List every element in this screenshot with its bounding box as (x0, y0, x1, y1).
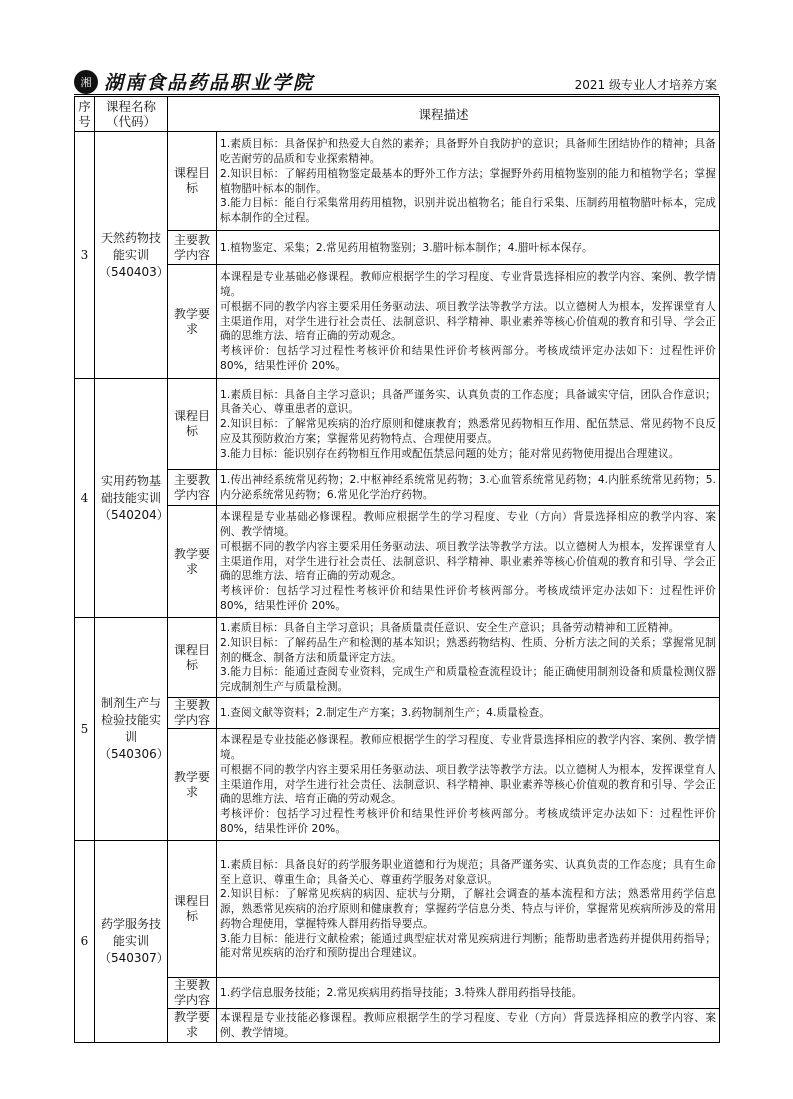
table-header-row (75, 97, 720, 132)
requirement-item: 本课程是专业基础必修课程。教师应根据学生的学习程度、专业背景选择相应的教学内容、案例、教学情境。 (220, 271, 717, 298)
goal-item: 1.素质目标：具备保护和热爱大自然的素养；具备野外自我防护的意识；具备师生团结协作的精神；具备吃苦耐劳的品质和专业探索精神。 (220, 138, 717, 165)
goal-item: 2.知识目标：了解药品生产和检测的基本知识；熟悉药物结构、性质、分析方法之间的关系；掌握常见制剂的概念、制备方法和质量评定方法。 (220, 636, 717, 664)
course-requirements (217, 265, 720, 379)
requirement-item: 可根据不同的教学内容主要采用任务驱动法、项目教学法等教学方法。以立德树人为根本，发挥课堂育人主渠道作用，对学生进行社会责任、法制意识、科学精神、职业素养等核心价值观的教育和引导、学会正确的思维方法、培育正确的劳动观念。 (220, 540, 717, 583)
requirement-item: 本课程是专业技能必修课程。教师应根据学生的学习程度、专业（方向）背景选择相应的教学内容、案例、教学情境。 (220, 1012, 717, 1039)
course-content: 1.查阅文献等资料；2.制定生产方案；3.药物制剂生产；4.质量检查。 (217, 698, 720, 729)
course-name-text: 药学服务技能实训 (100, 916, 161, 948)
course-table (74, 96, 720, 1043)
goal-item: 1.素质目标：具备良好的药学服务职业道德和行为规范；具备严谨务实、认真负责的工作态度；具有生命至上意识、尊重生命；具备关心、尊重药学服务对象意识。 (220, 858, 717, 886)
college-name: 湖南食品药品职业学院 (104, 72, 315, 94)
goal-item: 2.知识目标：了解药用植物鉴定最基本的野外工作方法；掌握野外药用植物鉴别的能力和植物学名；掌握植物腊叶标本的制作。 (220, 167, 717, 195)
course-number: 5 (75, 618, 95, 841)
course-goals (217, 379, 720, 470)
requirement-item: 考核评价：包括学习过程性考核评价和结果性评价考核两部分。考核成绩评定办法如下：过程性评价 80%，结果性评价 20%。 (220, 345, 717, 372)
section-label: 课程目标 (168, 379, 217, 470)
course-number: 6 (75, 841, 95, 1043)
section-label: 课程目标 (168, 618, 217, 698)
header-no: 序号 (75, 97, 95, 132)
header-name: 课程名称（代码） (95, 97, 168, 132)
table-row (75, 470, 720, 506)
section-label: 教学要求 (168, 265, 217, 379)
goal-item: 3.能力目标：能自行采集常用药用植物，识别并说出植物名；能自行采集、压制药用植物腊叶标本，完成标本制作的全过程。 (220, 197, 717, 225)
page-header (74, 68, 719, 95)
section-label: 主要教学内容 (168, 698, 217, 729)
course-goals (217, 618, 720, 698)
course-name (95, 841, 168, 1043)
goal-item: 1.素质目标：具备自主学习意识；具备严谨务实、认真负责的工作态度；具备诚实守信，团队合作意识；具备关心、尊重患者的意识。 (220, 388, 717, 416)
table-row (75, 506, 720, 618)
course-requirements (217, 506, 720, 618)
requirement-item: 本课程是专业基础必修课程。教师应根据学生的学习程度、专业（方向）背景选择相应的教学内容、案例、教学情境。 (220, 511, 717, 538)
goal-item: 3.能力目标：能通过查阅专业资料，完成生产和质量检查流程设计；能正确使用制剂设备和质量检测仪器完成制剂生产与质量检测。 (220, 666, 717, 694)
section-label: 主要教学内容 (168, 231, 217, 265)
course-goals (217, 841, 720, 978)
requirement-item: 考核评价：包括学习过程性考核评价和结果性评价考核两部分。考核成绩评定办法如下：过程性评价 80%，结果性评价 20%。 (220, 808, 717, 835)
course-code: （540306） (99, 747, 169, 761)
course-name (95, 618, 168, 841)
requirement-item: 考核评价：包括学习过程性考核评价和结果性评价考核两部分。考核成绩评定办法如下：过程性评价 80%，结果性评价 20%。 (220, 585, 717, 612)
college-seal-icon: 湘 (74, 70, 98, 94)
section-label: 课程目标 (168, 132, 217, 231)
goal-item: 2.知识目标：了解常见疾病的病因、症状与分期，了解社会调查的基本流程和方法；熟悉常用药学信息源，熟悉常见疾病的治疗原则和健康教育；掌握药学信息分类、特点与评价，掌握常见疾病所涉及的常用药物合理使用，掌握特殊人群用药指导要点。 (220, 888, 717, 930)
course-number: 3 (75, 132, 95, 379)
course-code: （540204） (99, 507, 169, 522)
course-content: 1.药学信息服务技能；2.常见疾病用药指导技能；3.特殊人群用药指导技能。 (217, 978, 720, 1009)
section-label: 主要教学内容 (168, 978, 217, 1009)
goal-item: 3.能力目标：能识别存在药物相互作用或配伍禁忌问题的处方；能对常见药物使用提出合理建议。 (220, 447, 680, 460)
table-row (75, 841, 720, 978)
course-content: 1.植物鉴定、采集；2.常见药用植物鉴别；3.腊叶标本制作；4.腊叶标本保存。 (217, 231, 720, 265)
section-label: 教学要求 (168, 729, 217, 841)
course-code: （540307） (99, 950, 169, 965)
table-row (75, 618, 720, 698)
course-name (95, 132, 168, 379)
course-name-text: 天然药物技能实训 (100, 230, 161, 262)
section-label: 教学要求 (168, 506, 217, 618)
table-row (75, 132, 720, 231)
course-requirements (217, 1009, 720, 1043)
requirement-item: 可根据不同的教学内容主要采用任务驱动法、项目教学法等教学方法。以立德树人为根本，发挥课堂育人主渠道作用，对学生进行社会责任、法制意识、科学精神、职业素养等核心价值观的教育和引导、学会正确的思维方法、培育正确的劳动观念。 (220, 300, 717, 343)
requirement-item: 本课程是专业技能必修课程。教师应根据学生的学习程度、专业背景选择相应的教学内容、案例、教学情境。 (220, 734, 717, 761)
section-label: 课程目标 (168, 841, 217, 978)
table-row (75, 729, 720, 841)
table-row (75, 265, 720, 379)
course-name (95, 379, 168, 618)
course-content: 1.传出神经系统常见药物；2.中枢神经系统常见药物；3.心血管系统常见药物；4.内脏系统常见药物；5.内分泌系统常见药物；6.常见化学治疗药物。 (217, 470, 720, 506)
requirement-item: 可根据不同的教学内容主要采用任务驱动法、项目教学法等教学方法。以立德树人为根本，发挥课堂育人主渠道作用，对学生进行社会责任、法制意识、科学精神、职业素养等核心价值观的教育和引导、学会正确的思维方法、培育正确的劳动观念。 (220, 763, 717, 806)
table-row (75, 231, 720, 265)
course-goals (217, 132, 720, 231)
table-row (75, 379, 720, 470)
section-label: 主要教学内容 (168, 470, 217, 506)
course-name-text: 实用药物基础技能实训 (100, 473, 161, 505)
table-row (75, 1009, 720, 1043)
section-label: 教学要求 (168, 1009, 217, 1043)
table-row (75, 698, 720, 729)
table-row (75, 978, 720, 1009)
course-number: 4 (75, 379, 95, 618)
course-code: （540403） (99, 264, 169, 279)
course-requirements (217, 729, 720, 841)
goal-item: 2.知识目标：了解常见疾病的治疗原则和健康教育；熟悉常见药物相互作用、配伍禁忌、常见药物不良反应及其预防救治方案；掌握常见药物特点、合理使用要点。 (220, 418, 717, 445)
goal-item: 1.素质目标：具备自主学习意识；具备质量责任意识、安全生产意识；具备劳动精神和工匠精神。 (220, 622, 680, 634)
goal-item: 3.能力目标：能进行文献检索；能通过典型症状对常见疾病进行判断；能帮助患者选药并提供用药指导；能对常见疾病的治疗和预防提出合理建议。 (220, 932, 717, 960)
course-name-text: 制剂生产与检验技能实训 (100, 696, 161, 744)
header-desc: 课程描述 (168, 97, 720, 132)
document-title: 2021 级专业人才培养方案 (574, 78, 717, 92)
college-logo (74, 68, 314, 95)
